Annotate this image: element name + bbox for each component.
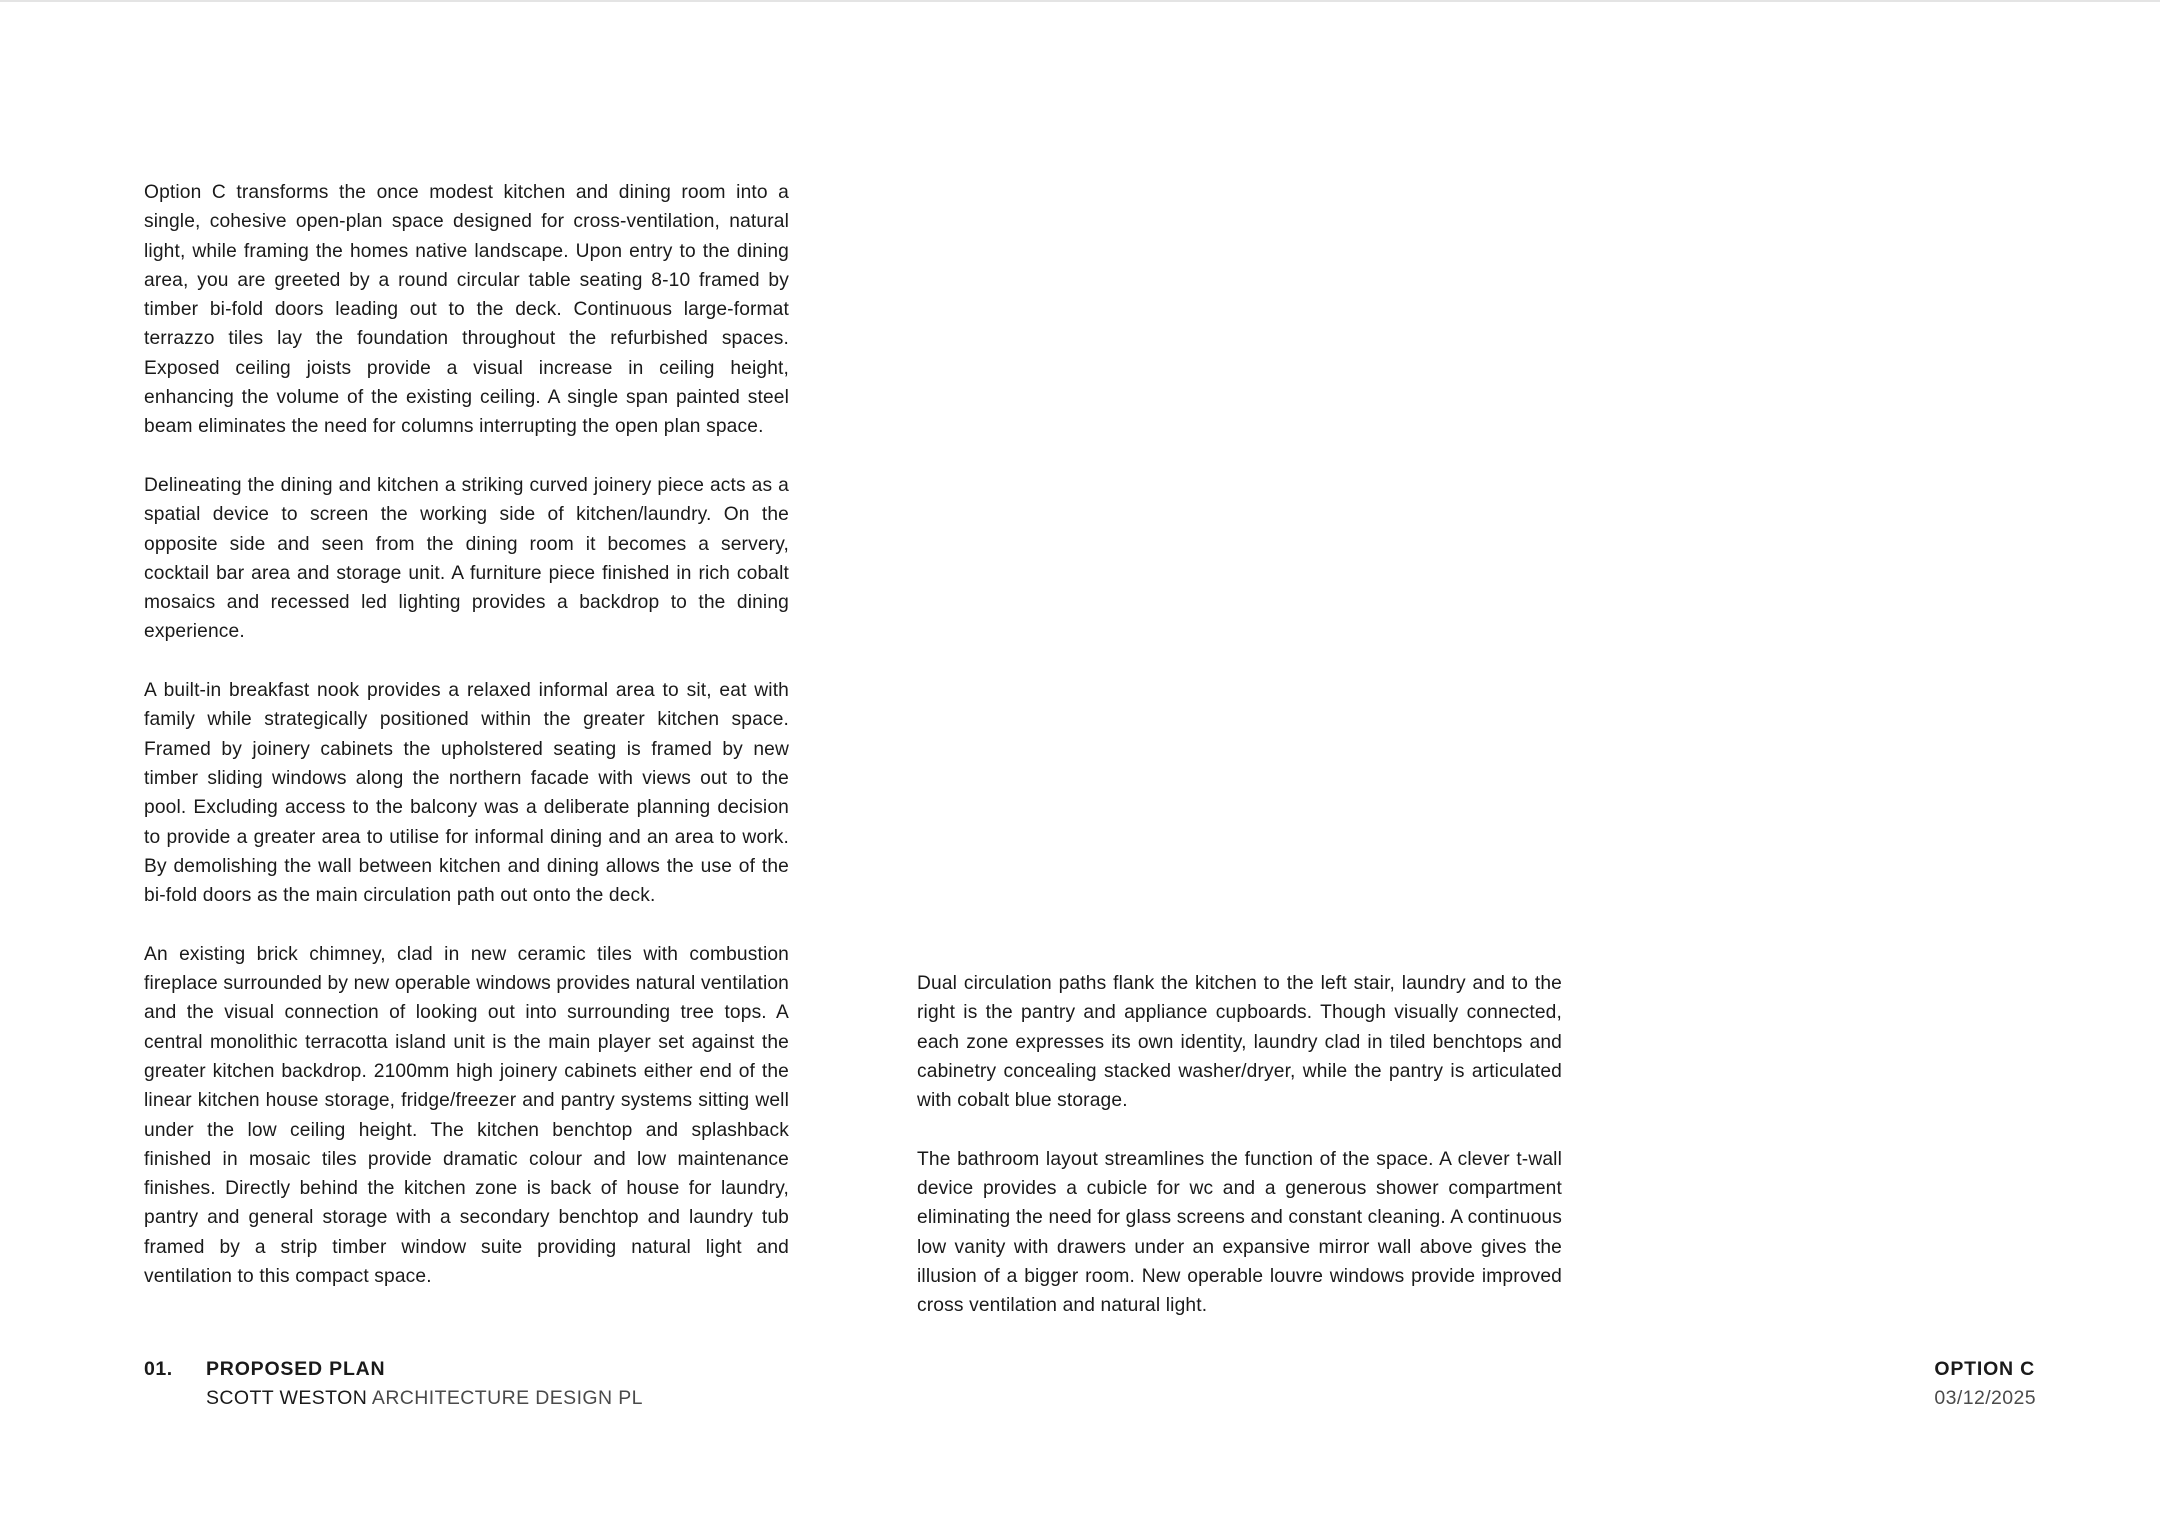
page-number: 01. [144,1358,173,1380]
paragraph-brick-chimney: An existing brick chimney, clad in new ceramic tiles with combustion fireplace surrounded by new operable windows provides natural ventilation and the visual connection of looking out into surrounding tree tops. A central monolithic terracotta island unit is the main player set against the greater kitchen backdrop. 2100mm high joinery cabinets either end of the linear kitchen house storage, fridge/freezer and pantry systems sitting well under the low ceiling height. The kitchen benchtop and splashback finished in mosaic tiles provide dramatic colour and low maintenance finishes. Directly behind the kitchen zone is back of house for laundry, pantry and general storage with a secondary benchtop and laundry tub framed by a strip timber window suite providing natural light and ventilation to this compact space. [144,943,789,1287]
paragraph-bathroom-layout: The bathroom layout streamlines the function of the space. A clever t-wall device provides a cubicle for wc and a generous shower compartment eliminating the need for glass screens and constant cleaning. A continuous low vanity with drawers under an expansive mirror wall above gives the illusion of a bigger room. New operable louvre windows provide improved cross ventilation and natural light. [917,1148,1562,1317]
paragraph-dual-circulation: Dual circulation paths flank the kitchen to the left stair, laundry and to the right is the pantry and appliance cupboards. Though visually connected, each zone expresses its own identity, laundry clad in tiled benchtops and cabinetry concealing stacked washer/dryer, while the pantry is articulated with cobalt blue storage. [917,973,1562,1112]
paragraph-open-plan-intro: Option C transforms the once modest kitchen and dining room into a single, cohesive open-plan space designed for cross-ventilation, natural light, while framing the homes native landscape. Upon entry to the dining area, you are greeted by a round circular table seating 8-10 framed by timber bi-fold doors leading out to the deck. Continuous large-format terrazzo tiles lay the foundation throughout the refurbished spaces. Exposed ceiling joists provide a visual increase in ceiling height, enhancing the volume of the existing ceiling. A single span painted steel beam eliminates the need for columns interrupting the open plan space. [144,182,789,438]
firm-suffix: ARCHITECTURE DESIGN PL [371,1387,643,1409]
top-border-rule [0,0,2160,2]
right-text-column [917,969,1562,1321]
left-text-column [144,178,789,1291]
firm-name: SCOTT WESTON [206,1387,368,1409]
document-date: 03/12/2025 [1934,1387,2036,1409]
paragraph-breakfast-nook: A built-in breakfast nook provides a relaxed informal area to sit, eat with family while strategically positioned within the greater kitchen space. Framed by joinery cabinets the upholstered seating is framed by new timber sliding windows along the northern facade with views out to the pool. Excluding access to the balcony was a deliberate planning decision to provide a greater area to utilise for informal dining and an area to work. By demolishing the wall between kitchen and dining allows the use of the bi-fold doors as the main circulation path out onto the deck. [144,680,789,907]
paragraph-curved-joinery: Delineating the dining and kitchen a striking curved joinery piece acts as a spatial device to screen the working side of kitchen/laundry. On the opposite side and seen from the dining room it becomes a servery, cocktail bar area and storage unit. A furniture piece finished in rich cobalt mosaics and recessed led lighting provides a backdrop to the dining experience. [144,474,789,643]
section-title: PROPOSED PLAN [206,1358,386,1380]
footer-right [1934,1355,2036,1413]
option-label: OPTION C [1934,1358,2036,1380]
firm-credit [206,1384,643,1413]
